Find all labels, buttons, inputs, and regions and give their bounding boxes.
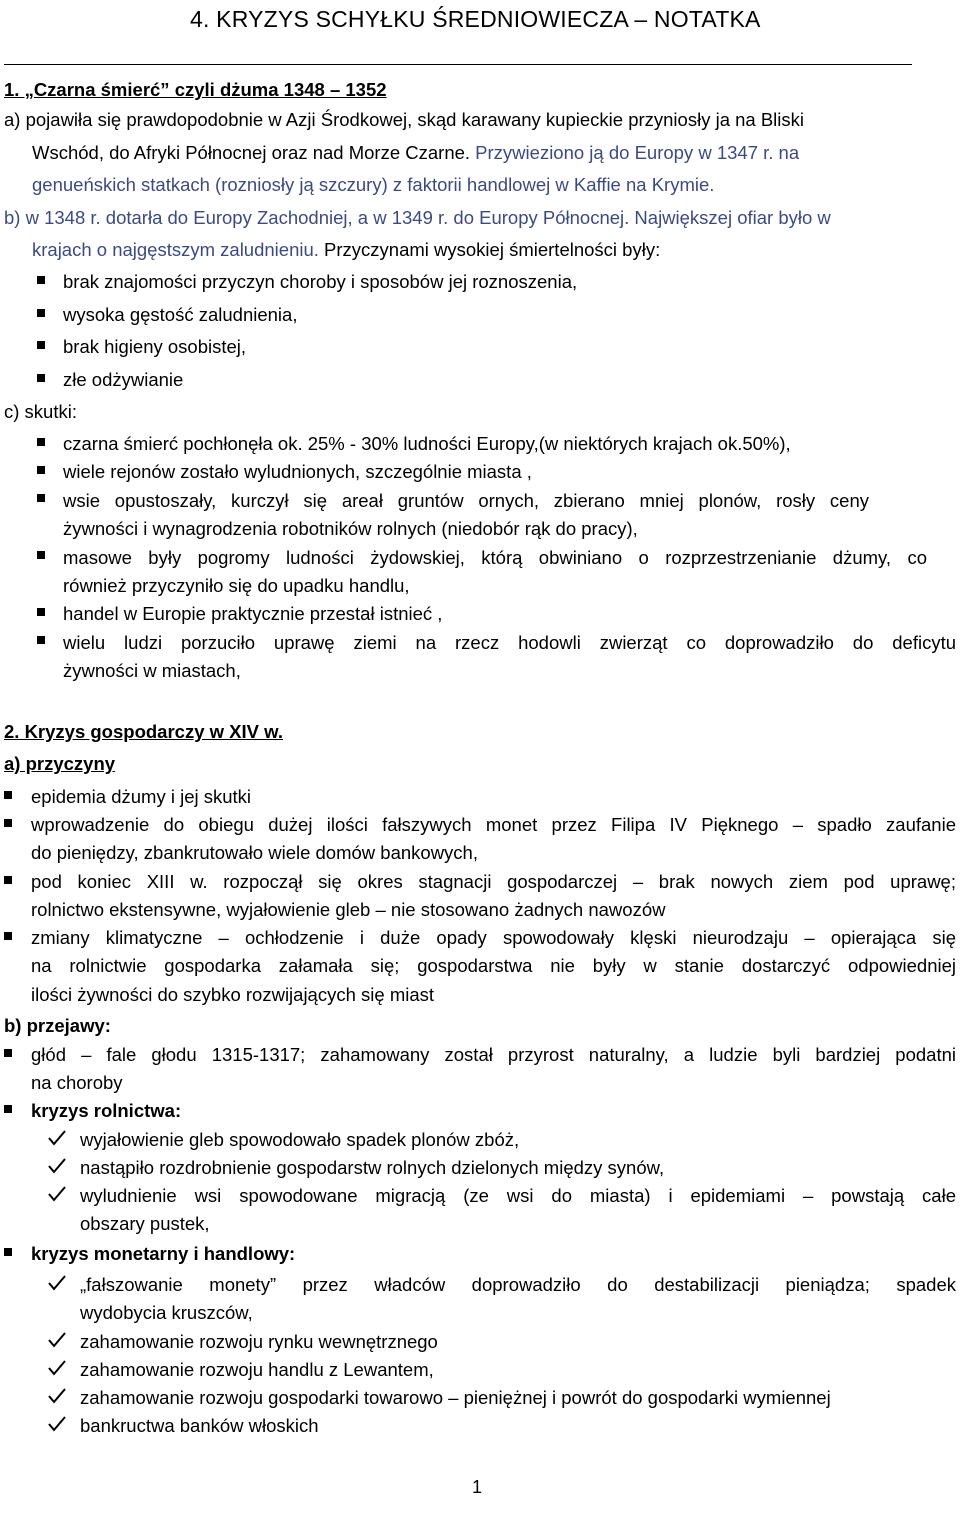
effect-item: wsie opustoszały, kurczył się areał gruntów ornych, zbierano mniej plonów, rosły ceny [63,490,869,511]
effect-item: wielu ludzi porzuciło uprawę ziemi na rzecz hodowli zwierząt co doprowadziło do deficytu [63,632,956,653]
effect-item: handel w Europie praktycznie przestał istnieć , [63,603,443,624]
s1-a-line-2-text: Wschód, do Afryki Północnej oraz nad Morze Czarne. [32,142,471,163]
s1-b-line-2-note: Przyczynami wysokiej śmiertelności były: [318,239,661,260]
s1-a-line-2-note: Przywieziono ją do Europy w 1347 r. na [470,142,800,163]
page-number: 1 [472,1477,483,1497]
agriculture-crisis-heading: kryzys rolnictwa: [31,1100,182,1121]
monetary-crisis-heading: kryzys monetarny i handlowy: [31,1243,296,1264]
monetary-item-continued: wydobycia kruszców, [80,1302,253,1323]
effect-item-continued: żywności i wynagrodzenia robotników rolnych (niedobór rąk do pracy), [63,518,638,539]
checkmark-icon [47,1330,67,1350]
bullet-square-icon [37,636,45,644]
effect-item: wiele rejonów zostało wyludnionych, szczególnie miasta , [63,461,532,482]
reason-item: pod koniec XIII w. rozpoczął się okres stagnacji gospodarczej – brak nowych ziem pod uprawę; [31,871,956,892]
agriculture-item: nastąpiło rozdrobnienie gospodarstw rolnych dzielonych między synów, [80,1157,665,1178]
section-1-heading: 1. „Czarna śmierć” czyli dżuma 1348 – 1352 [4,79,387,100]
effect-item: czarna śmierć pochłonęła ok. 25% - 30% ludności Europy,(w niektórych krajach ok.50%), [63,433,791,454]
s1-b-line-1: b) w 1348 r. dotarła do Europy Zachodniej, a w 1349 r. do Europy Północnej. Największej ofiar było w [4,207,831,228]
effect-item-continued: żywności w miastach, [63,660,241,681]
reason-item-continued: do pieniędzy, zbankrutowało wiele domów bankowych, [31,842,478,863]
reason-item-continued: ilości żywności do szybko rozwijających się miast [31,984,435,1005]
checkmark-icon [47,1414,67,1434]
bullet-square-icon [4,1049,12,1057]
s1-a-line-2 [32,141,799,165]
monetary-item: zahamowanie rozwoju gospodarki towarowo – pieniężnej i powrót do gospodarki wymiennej [80,1387,831,1408]
checkmark-icon [47,1358,67,1378]
bullet-square-icon [37,551,45,559]
reason-item-continued: rolnictwo ekstensywne, wyjałowienie gleb – nie stosowano żadnych nawozów [31,899,666,920]
document-title: 4. KRYZYS SCHYŁKU ŚREDNIOWIECZA – NOTATKA [190,6,761,32]
s1-c-label: c) skutki: [4,401,77,422]
s2-a-label: a) przyczyny [4,753,116,774]
bullet-square-icon [4,1248,12,1256]
bullet-square-icon [37,466,45,474]
s1-a-line-3: genueńskich statkach (rozniosły ją szczury) z faktorii handlowej w Kaffie na Krymie. [32,174,715,195]
bullet-square-icon [4,932,12,940]
checkmark-icon [47,1156,67,1176]
symptom-item: głód – fale głodu 1315-1317; zahamowany został przyrost naturalny, a ludzie byli bardziej podatni [31,1044,956,1065]
symptom-item-continued: na choroby [31,1072,123,1093]
bullet-square-icon [37,309,45,317]
effect-item-continued: również przyczyniło się do upadku handlu, [63,575,410,596]
cause-item: brak znajomości przyczyn choroby i sposobów jej roznoszenia, [63,271,578,292]
bullet-square-icon [37,341,45,349]
s1-b-line-2-text: krajach o najgęstszym zaludnieniu. [32,239,319,260]
checkmark-icon [47,1273,67,1293]
effect-item: masowe były pogromy ludności żydowskiej, którą obwiniano o rozprzestrzenianie dżumy, co [63,547,927,568]
checkmark-icon [47,1386,67,1406]
s1-a-line-1: a) pojawiła się prawdopodobnie w Azji Środkowej, skąd karawany kupieckie przyniosły ja na Bliski [4,109,805,130]
cause-item: brak higieny osobistej, [63,336,247,357]
reason-item: zmiany klimatyczne – ochłodzenie i duże opady spowodowały klęski nieurodzaju – opierająca się [31,927,956,948]
bullet-square-icon [37,494,45,502]
monetary-item: bankructwa banków włoskich [80,1415,319,1436]
monetary-item: zahamowanie rozwoju rynku wewnętrznego [80,1331,438,1352]
bullet-square-icon [4,1105,12,1113]
title-rule [4,64,912,65]
bullet-square-icon [37,276,45,284]
reason-item: wprowadzenie do obiegu dużej ilości fałszywych monet przez Filipa IV Pięknego – spadło zaufanie [31,814,956,835]
monetary-item: „fałszowanie monety” przez władców doprowadziło do destabilizacji pieniądza; spadek [80,1274,956,1295]
bullet-square-icon [37,608,45,616]
agriculture-item-continued: obszary pustek, [80,1213,210,1234]
s1-b-line-2 [32,238,660,262]
bullet-square-icon [37,438,45,446]
bullet-square-icon [37,374,45,382]
agriculture-item: wyludnienie wsi spowodowane migracją (ze wsi do miasta) i epidemiami – powstają całe [80,1185,956,1206]
section-2-heading: 2. Kryzys gospodarczy w XIV w. [4,721,283,742]
agriculture-item: wyjałowienie gleb spowodowało spadek plonów zbóż, [80,1129,520,1150]
cause-item: złe odżywianie [63,369,184,390]
checkmark-icon [47,1128,67,1148]
bullet-square-icon [4,791,12,799]
cause-item: wysoka gęstość zaludnienia, [63,304,298,325]
reason-item-continued: na rolnictwie gospodarka załamała się; gospodarstwa nie były w stanie dostarczyć odpowiedniej [31,955,956,976]
monetary-item: zahamowanie rozwoju handlu z Lewantem, [80,1359,434,1380]
checkmark-icon [47,1184,67,1204]
reason-item: epidemia dżumy i jej skutki [31,786,252,807]
bullet-square-icon [4,876,12,884]
s2-b-label: b) przejawy: [4,1015,111,1036]
bullet-square-icon [4,819,12,827]
